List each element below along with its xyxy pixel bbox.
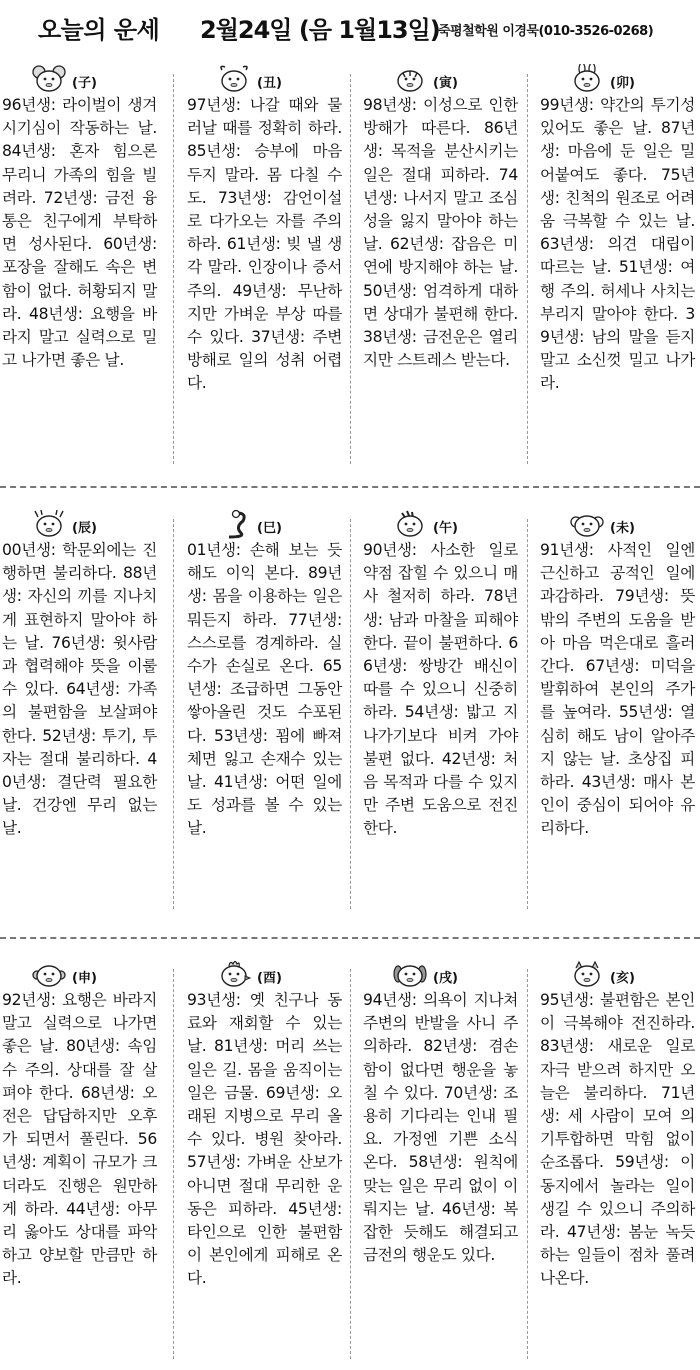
page-header: [0, 0, 700, 52]
fortune-text: 94년생: 의욕이 지나쳐 주변의 반발을 사니 주의하라. 82년생: 겸손함이 없다면 행운을 놓칠 수 있다. 70년생: 조용히 기다리는 인내 필요. 가정엔 기쁜 소식 온다. 58년생: 원칙에 맞는 일은 무리 없이 이뤄지는 날. 46년생: 복잡한 듯해도 해결되고 금전의 행운도 있다.: [363, 991, 518, 1265]
dog-icon: [393, 959, 427, 989]
earthly-branch-label: (卯): [610, 76, 635, 91]
earthly-branch-label: (子): [72, 76, 97, 91]
earthly-branch-label: (亥): [610, 971, 635, 986]
dragon-icon: [32, 509, 66, 539]
fortune-text: 93년생: 옛 친구나 동료와 재회할 수 있는 날. 81년생: 머리 쓰는 일은 길. 몸을 움직이는 일은 금물. 69년생: 오래된 지병으로 무리 올 수 있다. 병원 찾아라. 57년생: 가벼운 산보가 아니면 절대 무리한 운동은 피하라. 45년생: 타인으로 인한 불편함이 본인에게 피해로 온다.: [187, 991, 342, 1288]
rooster-icon: [217, 959, 251, 989]
rabbit-icon: [570, 64, 604, 94]
fortune-text: 96년생: 라이벌이 생겨 시기심이 작동하는 날. 84년생: 혼자 힘으론 무리니 가족의 힘을 빌려라. 72년생: 금전 융통은 친구에게 부탁하면 성사된다. 60년생: 포장을 잘해도 속은 변함이 없다. 허황되지 말라. 48년생: 요행을 바라지 말고 실력으로 밀고 나가면 좋은 날.: [2, 96, 157, 370]
fortune-text: 95년생: 불편함은 본인이 극복해야 전진하라. 83년생: 새로운 일로 자극 받으려 하지만 오늘은 불리하다. 71년생: 세 사람이 모여 의기투합하면 막힘 없이 순조롭다. 59년생: 이동지에서 놀라는 일이 생길 수 있으니 주의하라. 47년생: 봄눈 녹듯 하는 일들이 점차 풀려 나온다.: [540, 991, 695, 1288]
tiger-icon: [393, 64, 427, 94]
fortune-text: 01년생: 손해 보는 듯해도 이익 본다. 89년생: 몸을 이용하는 일은 뭐든지 하라. 77년생: 스스로를 경계하라. 실수가 손실로 온다. 65년생: 조급하면 그동안 쌓아올린 것도 수포된다. 53년생: 꾐에 빠져 체면 잃고 손재수 있는 날. 41년생: 어떤 일에도 성과를 볼 수 있는 날.: [187, 541, 342, 838]
earthly-branch-label: (酉): [257, 971, 282, 986]
earthly-branch-label: (戌): [433, 971, 458, 986]
fortune-text: 97년생: 나갈 때와 물러날 때를 정확히 하라. 85년생: 승부에 마음 두지 말라. 몸 다칠 수도. 73년생: 감언이설로 다가오는 자를 주의하라. 61년생: 빚 낼 생각 말라. 인장이나 증서 주의. 49년생: 무난하지만 가벼운 부상 따를 수 있다. 37년생: 주변 방해로 일의 성취 어렵다.: [187, 96, 342, 393]
horse-icon: [393, 509, 427, 539]
earthly-branch-label: (辰): [72, 521, 97, 536]
earthly-branch-label: (巳): [257, 521, 282, 536]
fortune-row-2: [0, 505, 700, 915]
fortune-text: 00년생: 학문외에는 진행하면 불리하다. 88년생: 자신의 끼를 지나치게 표현하지 말아야 하는 날. 76년생: 윗사람과 협력해야 뜻을 이룰 수 있다. 64년생: 가족의 불편함을 보살펴야 한다. 52년생: 투기, 투자는 절대 불리하다. 40년생: 결단력 필요한 날. 건강엔 무리 없는 날.: [2, 541, 157, 838]
rat-icon: [32, 64, 66, 94]
fortune-text: 99년생: 약간의 투기성 있어도 좋은 날. 87년생: 마음에 둔 일은 밀어붙여도 좋다. 75년생: 친척의 원조로 어려움 극복할 수 있는 날. 63년생: 의견 대립이 따르는 날. 51년생: 여행 주의. 허세나 사치는 부리지 말아야 한다. 39년생: 남의 말을 듣지 말고 소신껏 밀고 나가라.: [540, 96, 695, 393]
fortune-text: 90년생: 사소한 일로 약점 잡힐 수 있으니 매사 철저히 하라. 78년생: 남과 마찰을 피해야 한다. 끝이 불편하다. 66년생: 쌍방간 배신이 따를 수 있으니 신중히 하라. 54년생: 밟고 지나가기보다 비켜 가야 불편 없다. 42년생: 처음 목적과 다를 수 있지만 주변 도움으로 전진한다.: [363, 541, 518, 838]
date-label: 2월24일 (음 1월13일): [200, 16, 440, 44]
ox-icon: [217, 64, 251, 94]
earthly-branch-label: (寅): [433, 76, 458, 91]
page-title: 오늘의 운세: [38, 16, 160, 44]
earthly-branch-label: (未): [610, 521, 635, 536]
fortune-row-3: [0, 955, 700, 1365]
fortune-text: 91년생: 사적인 일엔 근신하고 공적인 일에 과감하라. 79년생: 뜻밖의 주변의 도움을 받아 마음 먹은대로 흘러간다. 67년생: 미덕을 발휘하여 본인의 주가를 높여라. 55년생: 열심히 해도 남이 알아주지 않는 날. 초상집 피하라. 43년생: 매사 본인이 중심이 되어야 유리하다.: [540, 541, 695, 838]
fortune-text: 92년생: 요행은 바라지 말고 실력으로 나가면 좋은 날. 80년생: 속임수 주의. 상대를 잘 살펴야 한다. 68년생: 오전은 답답하지만 오후가 되면서 풀린다. 56년생: 계획이 규모가 크더라도 진행은 원만하게 하라. 44년생: 아무리 옳아도 상대를 파악하고 양보할 만큼만 하라.: [2, 991, 157, 1288]
monkey-icon: [32, 959, 66, 989]
snake-icon: [217, 509, 251, 539]
earthly-branch-label: (午): [433, 521, 458, 536]
fortune-row-1: [0, 60, 700, 470]
fortune-text: 98년생: 이성으로 인한 방해가 따른다. 86년생: 목적을 분산시키는 일은 절대 피하라. 74년생: 나서지 말고 조심성을 잃지 말아야 하는 날. 62년생: 잡음은 미연에 방지해야 하는 날. 50년생: 엄격하게 대하면 상대가 불편해 한다. 38년생: 금전운은 열리지만 스트레스 받는다.: [363, 96, 518, 370]
author-contact: 죽평철학원 이경묵(010-3526-0268): [438, 24, 654, 39]
pig-icon: [570, 959, 604, 989]
earthly-branch-label: (申): [72, 971, 97, 986]
sheep-icon: [570, 509, 604, 539]
earthly-branch-label: (丑): [257, 76, 282, 91]
